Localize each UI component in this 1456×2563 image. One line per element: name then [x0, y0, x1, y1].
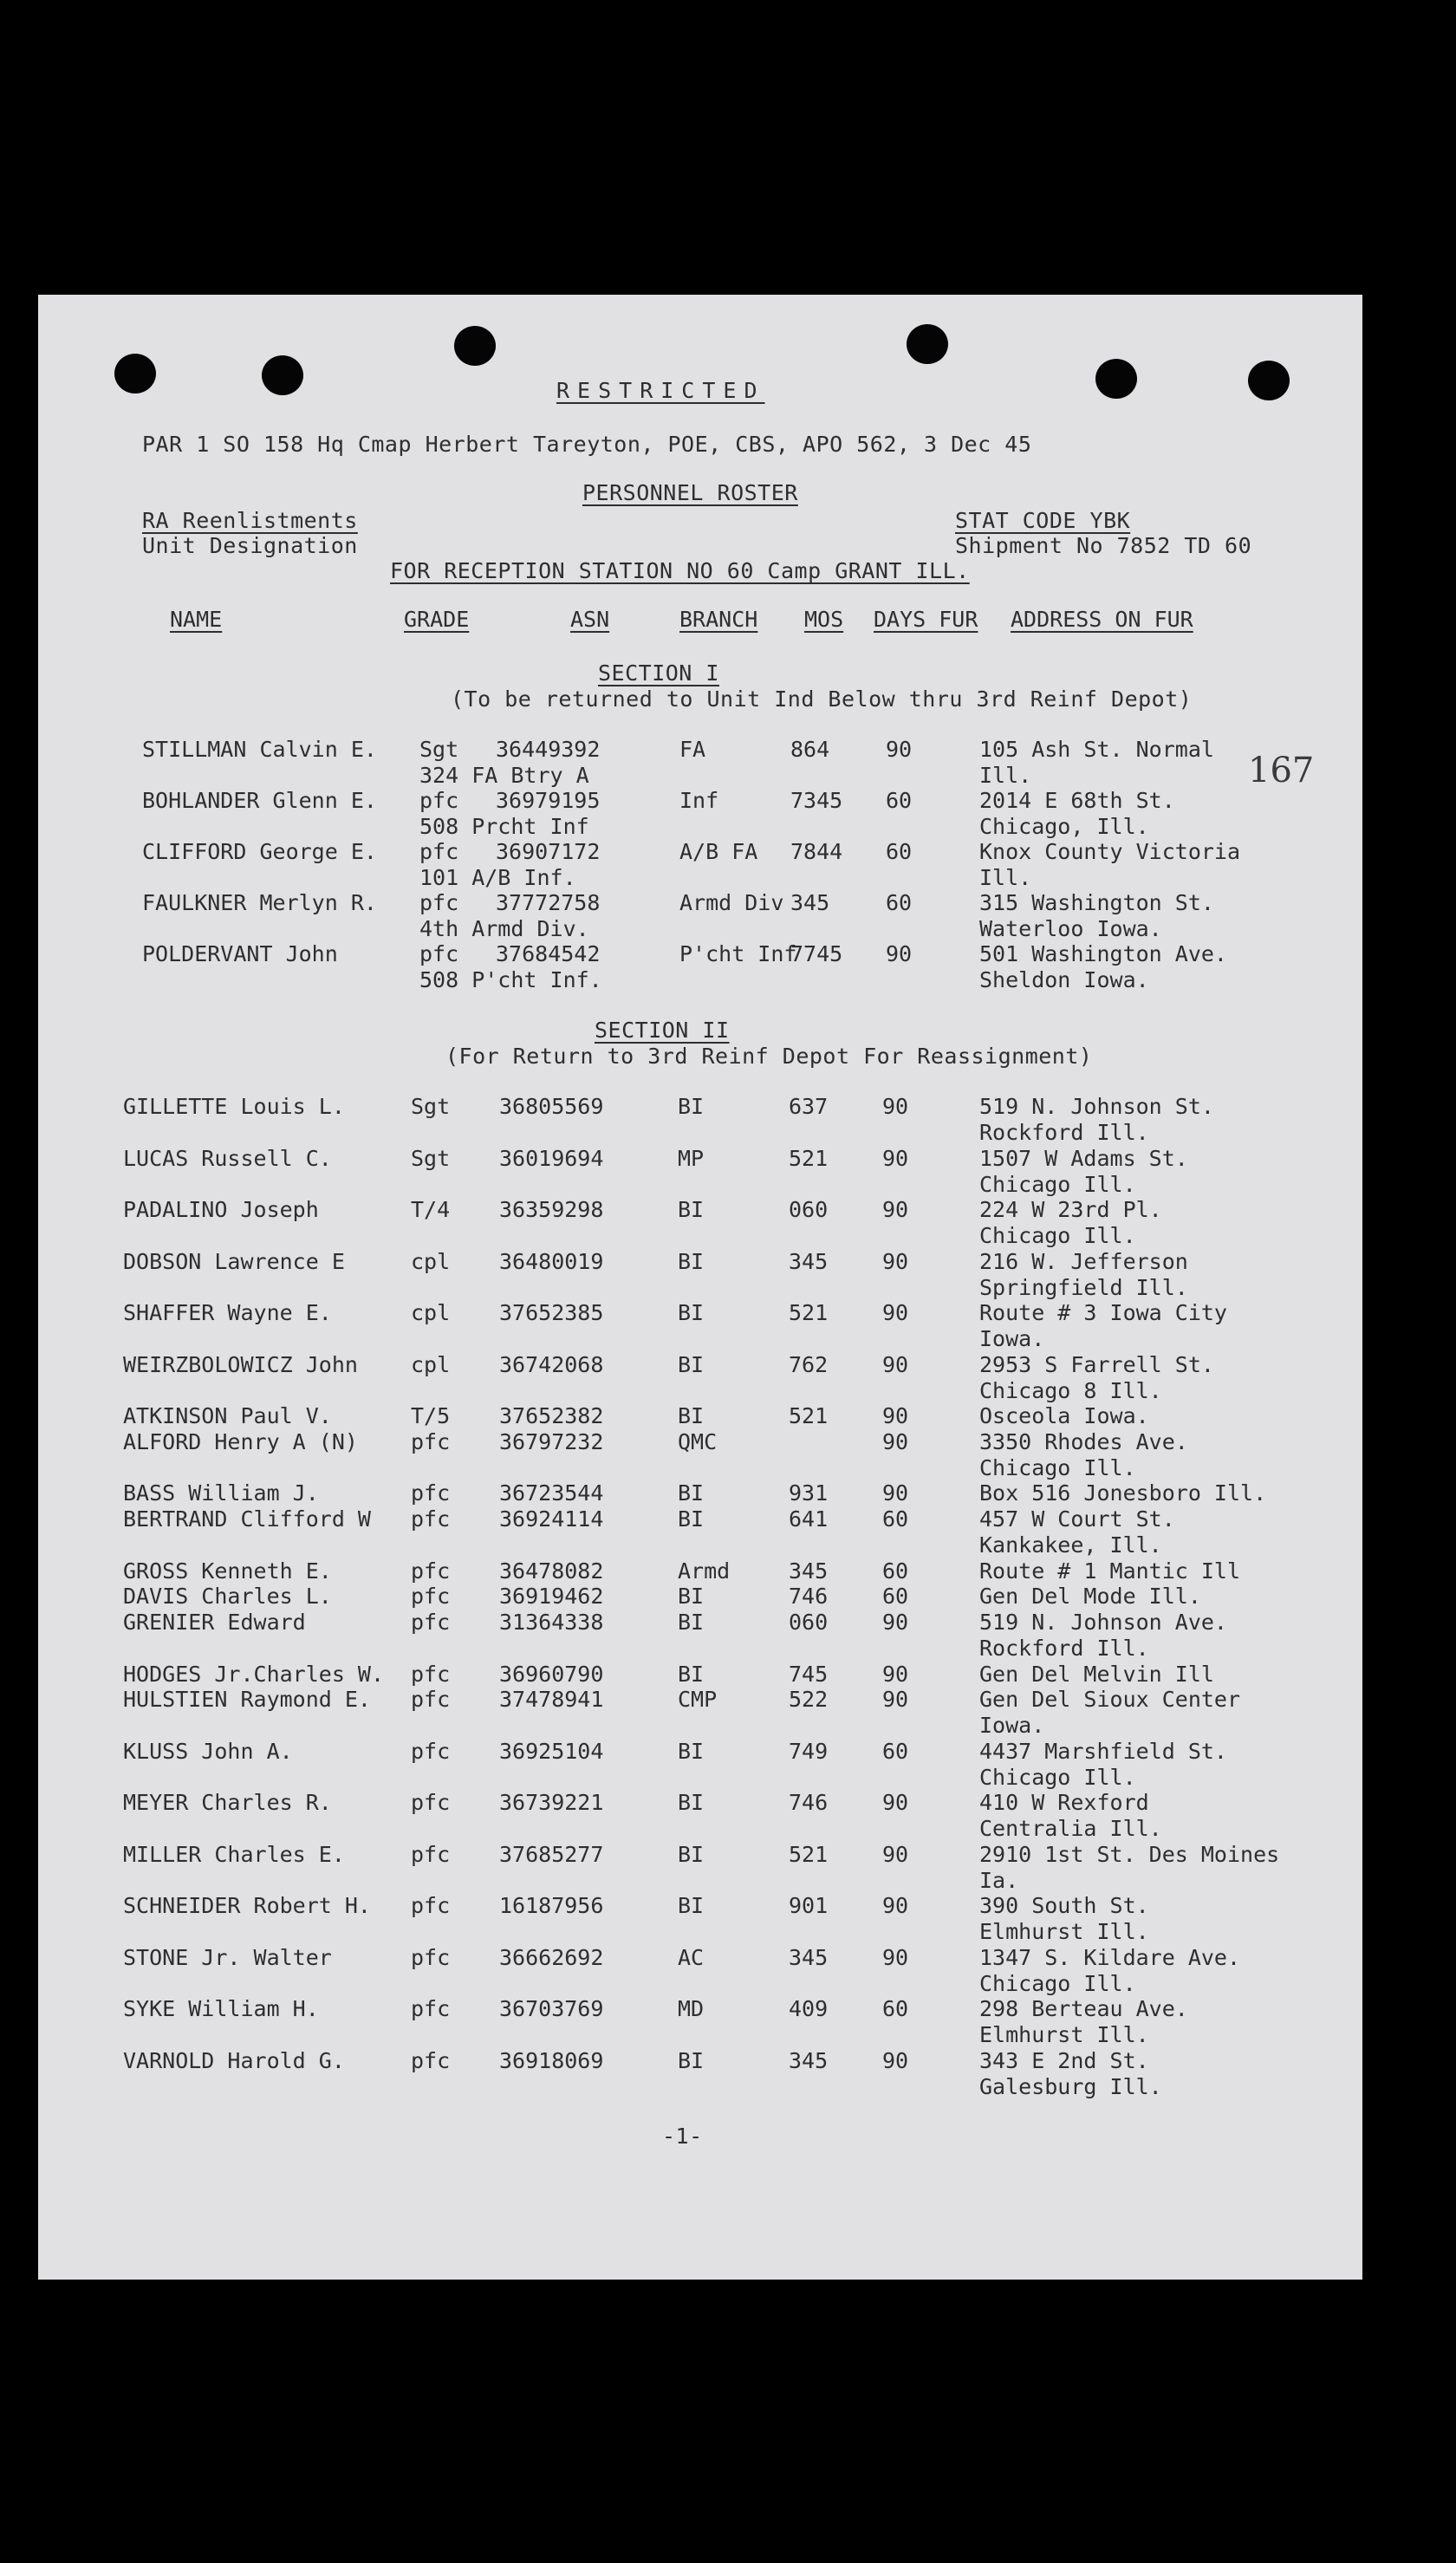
grade-cell: Sgt	[419, 737, 459, 762]
days-fur-cell: 90	[882, 1351, 909, 1377]
asn-cell: 36478082	[499, 1558, 604, 1584]
asn-cell: 36918069	[499, 2047, 604, 2073]
mos-cell: 521	[789, 1841, 829, 1867]
mos-cell: 864	[790, 737, 830, 762]
mos-cell: 345	[789, 1558, 829, 1584]
section-2-title: SECTION II	[595, 1018, 730, 1043]
days-fur-cell: 90	[886, 737, 913, 762]
section-1-title: SECTION I	[598, 660, 719, 686]
table-row	[38, 2048, 1362, 2100]
handwritten-number: 167	[1248, 751, 1315, 790]
grade-cell: Sgt	[411, 1145, 451, 1171]
address-line-1: Gen Del Sioux Center	[979, 1687, 1241, 1713]
grade-cell: pfc	[411, 1790, 451, 1816]
address-line-2: Chicago Ill.	[979, 1970, 1136, 1996]
table-row	[38, 1945, 1362, 1997]
soldier-name: DAVIS Charles L.	[123, 1584, 332, 1610]
punch-hole-icon	[1095, 359, 1137, 399]
table-row	[38, 1249, 1362, 1301]
mos-cell: 409	[789, 1996, 829, 2022]
grade-cell: pfc	[411, 1558, 451, 1584]
soldier-name: KLUSS John A.	[123, 1738, 293, 1764]
soldier-name: CLIFFORD George E.	[142, 839, 377, 864]
address-line-2: Chicago 8 Ill.	[979, 1377, 1162, 1403]
address-line-1: 216 W. Jefferson	[979, 1248, 1188, 1274]
section-2-subtitle: (For Return to 3rd Reinf Depot For Reassignment)	[445, 1044, 1093, 1069]
branch-cell: QMC	[678, 1428, 718, 1454]
asn-cell: 16187956	[499, 1893, 604, 1919]
punch-hole-icon	[262, 355, 303, 395]
soldier-name: BOHLANDER Glenn E.	[142, 788, 377, 813]
address-line-2: Centralia Ill.	[979, 1816, 1162, 1842]
days-fur-cell: 90	[882, 1944, 909, 1970]
punch-hole-icon	[907, 324, 948, 364]
days-fur-cell: 60	[882, 1584, 909, 1610]
asn-cell: 37652385	[499, 1300, 604, 1325]
address-line-1: 1347 S. Kildare Ave.	[979, 1944, 1241, 1970]
table-row	[38, 1610, 1362, 1662]
soldier-name: LUCAS Russell C.	[123, 1145, 332, 1171]
days-fur-cell: 90	[882, 1145, 909, 1171]
grade-cell: pfc	[411, 2047, 451, 2073]
asn-cell: 36449392	[496, 737, 601, 762]
address-line-2: Waterloo Iowa.	[979, 916, 1162, 941]
mos-cell: 345	[790, 890, 830, 915]
table-row	[38, 1300, 1362, 1352]
mos-cell: 931	[789, 1480, 829, 1506]
branch-cell: AC	[678, 1944, 705, 1970]
unit-designation-label: Unit Designation	[142, 533, 358, 558]
mos-cell: 060	[789, 1610, 829, 1635]
address-line-2: Chicago Ill.	[979, 1171, 1136, 1197]
soldier-name: VARNOLD Harold G.	[123, 2047, 345, 2073]
asn-cell: 37685277	[499, 1841, 604, 1867]
column-header-mos: MOS	[804, 607, 844, 632]
days-fur-cell: 90	[882, 1480, 909, 1506]
mos-cell: 7745	[790, 941, 843, 966]
asn-cell: 36919462	[499, 1584, 604, 1610]
branch-cell: Armd	[678, 1558, 731, 1584]
days-fur-cell: 60	[886, 839, 913, 864]
table-row	[38, 1893, 1362, 1945]
soldier-name: BERTRAND Clifford W	[123, 1506, 371, 1532]
column-header-address: ADDRESS ON FUR	[1011, 607, 1193, 632]
asn-cell: 36742068	[499, 1351, 604, 1377]
days-fur-cell: 90	[882, 1841, 909, 1867]
asn-cell: 36925104	[499, 1738, 604, 1764]
address-line-1: 315 Washington St.	[979, 890, 1214, 915]
grade-cell: T/5	[411, 1403, 451, 1428]
table-row	[38, 1739, 1362, 1791]
mos-cell: 749	[789, 1738, 829, 1764]
grade-cell: pfc	[411, 1480, 451, 1506]
page-number: -1-	[662, 2124, 703, 2149]
asn-cell: 37478941	[499, 1687, 604, 1713]
asn-cell: 36805569	[499, 1094, 604, 1119]
address-line-1: 2910 1st St. Des Moines	[979, 1841, 1280, 1867]
column-header-grade: GRADE	[404, 607, 470, 632]
address-line-1: 343 E 2nd St.	[979, 2047, 1149, 2073]
grade-cell: pfc	[419, 890, 459, 915]
punch-hole-icon	[114, 354, 156, 394]
order-line: PAR 1 SO 158 Hq Cmap Herbert Tareyton, POE, CBS, APO 562, 3 Dec 45	[142, 432, 1032, 457]
branch-cell: BI	[678, 1610, 705, 1635]
address-line-1: Gen Del Melvin Ill	[979, 1661, 1214, 1687]
mos-cell: 521	[789, 1145, 829, 1171]
table-row	[38, 941, 1362, 993]
asn-cell: 36480019	[499, 1248, 604, 1274]
address-line-2: Elmhurst Ill.	[979, 1919, 1149, 1945]
grade-cell: pfc	[411, 1661, 451, 1687]
asn-cell: 37772758	[496, 890, 601, 915]
soldier-name: SYKE William H.	[123, 1996, 319, 2022]
document-page	[38, 295, 1362, 2280]
table-row	[38, 1197, 1362, 1249]
branch-cell: BI	[678, 1584, 705, 1610]
days-fur-cell: 90	[882, 1300, 909, 1325]
address-line-2: Rockford Ill.	[979, 1636, 1149, 1661]
branch-cell: BI	[678, 2047, 705, 2073]
mos-cell: 060	[789, 1197, 829, 1222]
branch-cell: BI	[678, 1661, 705, 1687]
address-line-1: 390 South St.	[979, 1893, 1149, 1919]
branch-cell: MP	[678, 1145, 705, 1171]
soldier-name: GROSS Kenneth E.	[123, 1558, 332, 1584]
mos-cell: 345	[789, 1944, 829, 1970]
days-fur-cell: 60	[882, 1506, 909, 1532]
branch-cell: BI	[678, 1300, 705, 1325]
unit-cell: 4th Armd Div.	[419, 916, 589, 941]
branch-cell: BI	[678, 1197, 705, 1222]
grade-cell: cpl	[411, 1300, 451, 1325]
branch-cell: BI	[678, 1248, 705, 1274]
address-line-2: Ill.	[979, 763, 1032, 788]
column-header-name: NAME	[170, 607, 223, 632]
address-line-2: Ill.	[979, 865, 1032, 890]
address-line-1: 4437 Marshfield St.	[979, 1738, 1227, 1764]
roster-title: PERSONNEL ROSTER	[582, 480, 798, 505]
asn-cell: 37684542	[496, 941, 601, 966]
soldier-name: HODGES Jr.Charles W.	[123, 1661, 385, 1687]
address-line-1: 105 Ash St. Normal	[979, 737, 1214, 762]
soldier-name: SHAFFER Wayne E.	[123, 1300, 332, 1325]
grade-cell: pfc	[411, 1428, 451, 1454]
soldier-name: WEIRZBOLOWICZ John	[123, 1351, 358, 1377]
address-line-1: 501 Washington Ave.	[979, 941, 1227, 966]
address-line-2: Chicago Ill.	[979, 1223, 1136, 1248]
grade-cell: pfc	[411, 1506, 451, 1532]
address-line-1: Osceola Iowa.	[979, 1403, 1149, 1428]
branch-cell: BI	[678, 1403, 705, 1428]
address-line-1: 2014 E 68th St.	[979, 788, 1175, 813]
grade-cell: pfc	[411, 1687, 451, 1713]
branch-cell: BI	[678, 1841, 705, 1867]
shipment-number: Shipment No 7852 TD 60	[955, 533, 1252, 558]
soldier-name: SCHNEIDER Robert H.	[123, 1893, 371, 1919]
branch-cell: MD	[678, 1996, 705, 2022]
address-line-1: 410 W Rexford	[979, 1790, 1149, 1816]
branch-cell: BI	[678, 1790, 705, 1816]
grade-cell: pfc	[419, 788, 459, 813]
days-fur-cell: 90	[882, 1197, 909, 1222]
days-fur-cell: 90	[882, 2047, 909, 2073]
address-line-2: Chicago Ill.	[979, 1764, 1136, 1790]
unit-cell: 324 FA Btry A	[419, 763, 589, 788]
grade-cell: cpl	[411, 1351, 451, 1377]
asn-cell: 36019694	[499, 1145, 604, 1171]
restricted-heading: RESTRICTED	[556, 378, 765, 403]
grade-cell: cpl	[411, 1248, 451, 1274]
address-line-1: 224 W 23rd Pl.	[979, 1197, 1162, 1222]
days-fur-cell: 90	[882, 1893, 909, 1919]
address-line-1: Route # 1 Mantic Ill	[979, 1558, 1241, 1584]
grade-cell: Sgt	[411, 1094, 451, 1119]
table-row	[38, 839, 1362, 891]
days-fur-cell: 90	[882, 1248, 909, 1274]
branch-cell: BI	[678, 1506, 705, 1532]
soldier-name: BASS William J.	[123, 1480, 319, 1506]
column-header-asn: ASN	[570, 607, 610, 632]
branch-cell: Armd Div	[679, 890, 784, 915]
mos-cell: 7844	[790, 839, 843, 864]
soldier-name: ATKINSON Paul V.	[123, 1403, 332, 1428]
branch-cell: BI	[678, 1094, 705, 1119]
soldier-name: HULSTIEN Raymond E.	[123, 1687, 371, 1713]
mos-cell: 7345	[790, 788, 843, 813]
grade-cell: pfc	[411, 1944, 451, 1970]
address-line-1: 2953 S Farrell St.	[979, 1351, 1214, 1377]
days-fur-cell: 90	[882, 1403, 909, 1428]
days-fur-cell: 90	[882, 1094, 909, 1119]
grade-cell: pfc	[411, 1610, 451, 1635]
address-line-2: Sheldon Iowa.	[979, 967, 1149, 992]
asn-cell: 36739221	[499, 1790, 604, 1816]
mos-cell: 637	[789, 1094, 829, 1119]
reception-station-line: FOR RECEPTION STATION NO 60 Camp GRANT ILL.	[390, 558, 970, 583]
address-line-1: 457 W Court St.	[979, 1506, 1175, 1532]
table-row	[38, 1687, 1362, 1739]
column-header-days-fur: DAYS FUR	[874, 607, 978, 632]
table-row	[38, 1790, 1362, 1842]
table-row	[38, 1842, 1362, 1894]
table-row	[38, 1094, 1362, 1146]
grade-cell: pfc	[411, 1584, 451, 1610]
mos-cell: 345	[789, 1248, 829, 1274]
unit-cell: 508 P'cht Inf.	[419, 967, 602, 992]
address-line-2: Ia.	[979, 1867, 1019, 1893]
unit-cell: 508 Prcht Inf	[419, 814, 589, 839]
column-header-branch: BRANCH	[679, 607, 758, 632]
days-fur-cell: 60	[882, 1738, 909, 1764]
punch-hole-icon	[1248, 361, 1290, 400]
soldier-name: GRENIER Edward	[123, 1610, 306, 1635]
mos-cell: 345	[789, 2047, 829, 2073]
soldier-name: MEYER Charles R.	[123, 1790, 332, 1816]
days-fur-cell: 90	[882, 1610, 909, 1635]
address-line-2: Kankakee, Ill.	[979, 1532, 1162, 1558]
address-line-2: Chicago Ill.	[979, 1454, 1136, 1480]
stat-code: STAT CODE YBK	[955, 508, 1131, 533]
soldier-name: DOBSON Lawrence E	[123, 1248, 345, 1274]
branch-cell: FA	[679, 737, 706, 762]
soldier-name: ALFORD Henry A (N)	[123, 1428, 358, 1454]
asn-cell: 36960790	[499, 1661, 604, 1687]
address-line-2: Elmhurst Ill.	[979, 2022, 1149, 2048]
grade-cell: T/4	[411, 1197, 451, 1222]
mos-cell: 641	[789, 1506, 829, 1532]
soldier-name: POLDERVANT John	[142, 941, 338, 966]
address-line-1: 519 N. Johnson Ave.	[979, 1610, 1227, 1635]
address-line-2: Springfield Ill.	[979, 1274, 1188, 1300]
days-fur-cell: 60	[886, 788, 913, 813]
grade-cell: pfc	[411, 1738, 451, 1764]
branch-cell: Inf	[679, 788, 719, 813]
asn-cell: 36979195	[496, 788, 601, 813]
asn-cell: 36703769	[499, 1996, 604, 2022]
table-row	[38, 1506, 1362, 1558]
asn-cell: 36797232	[499, 1428, 604, 1454]
days-fur-cell: 90	[882, 1790, 909, 1816]
unit-label: RA Reenlistments	[142, 508, 358, 533]
address-line-1: 1507 W Adams St.	[979, 1145, 1188, 1171]
asn-cell: 36359298	[499, 1197, 604, 1222]
grade-cell: pfc	[419, 941, 459, 966]
address-line-2: Chicago, Ill.	[979, 814, 1149, 839]
days-fur-cell: 90	[882, 1687, 909, 1713]
address-line-1: 3350 Rhodes Ave.	[979, 1428, 1188, 1454]
branch-cell: BI	[678, 1893, 705, 1919]
days-fur-cell: 60	[882, 1558, 909, 1584]
mos-cell: 521	[789, 1300, 829, 1325]
soldier-name: STONE Jr. Walter	[123, 1944, 332, 1970]
grade-cell: pfc	[411, 1893, 451, 1919]
soldier-name: STILLMAN Calvin E.	[142, 737, 377, 762]
address-line-1: 519 N. Johnson St.	[979, 1094, 1214, 1119]
branch-cell: P'cht Inf	[679, 941, 797, 966]
branch-cell: BI	[678, 1738, 705, 1764]
section-1-subtitle: (To be returned to Unit Ind Below thru 3rd Reinf Depot)	[451, 686, 1193, 712]
asn-cell: 36924114	[499, 1506, 604, 1532]
days-fur-cell: 90	[886, 941, 913, 966]
days-fur-cell: 60	[882, 1996, 909, 2022]
address-line-1: 298 Berteau Ave.	[979, 1996, 1188, 2022]
mos-cell: 746	[789, 1584, 829, 1610]
soldier-name: FAULKNER Merlyn R.	[142, 890, 377, 915]
address-line-2: Iowa.	[979, 1326, 1045, 1351]
table-row	[38, 737, 1362, 789]
branch-cell: BI	[678, 1351, 705, 1377]
asn-cell: 36907172	[496, 839, 601, 864]
address-line-2: Galesburg Ill.	[979, 2073, 1162, 2099]
asn-cell: 31364338	[499, 1610, 604, 1635]
mos-cell: 521	[789, 1403, 829, 1428]
asn-cell: 37652382	[499, 1403, 604, 1428]
soldier-name: MILLER Charles E.	[123, 1841, 345, 1867]
address-line-1: Knox County Victoria	[979, 839, 1241, 864]
address-line-2: Iowa.	[979, 1713, 1045, 1739]
address-line-1: Box 516 Jonesboro Ill.	[979, 1480, 1267, 1506]
grade-cell: pfc	[411, 1996, 451, 2022]
mos-cell: 901	[789, 1893, 829, 1919]
address-line-2: Rockford Ill.	[979, 1120, 1149, 1145]
table-row	[38, 1429, 1362, 1481]
branch-cell: BI	[678, 1480, 705, 1506]
address-line-1: Route # 3 Iowa City	[979, 1300, 1227, 1325]
asn-cell: 36723544	[499, 1480, 604, 1506]
grade-cell: pfc	[411, 1841, 451, 1867]
grade-cell: pfc	[419, 839, 459, 864]
table-row	[38, 1146, 1362, 1198]
mos-cell: 745	[789, 1661, 829, 1687]
table-row	[38, 1352, 1362, 1404]
unit-cell: 101 A/B Inf.	[419, 865, 576, 890]
asn-cell: 36662692	[499, 1944, 604, 1970]
table-row	[38, 890, 1362, 942]
branch-cell: A/B FA	[679, 839, 758, 864]
days-fur-cell: 90	[882, 1428, 909, 1454]
soldier-name: PADALINO Joseph	[123, 1197, 319, 1222]
table-row	[38, 788, 1362, 840]
punch-hole-icon	[454, 326, 496, 366]
mos-cell: 762	[789, 1351, 829, 1377]
branch-cell: CMP	[678, 1687, 718, 1713]
days-fur-cell: 60	[886, 890, 913, 915]
mos-cell: 522	[789, 1687, 829, 1713]
soldier-name: GILLETTE Louis L.	[123, 1094, 345, 1119]
table-row	[38, 1996, 1362, 2048]
days-fur-cell: 90	[882, 1661, 909, 1687]
address-line-1: Gen Del Mode Ill.	[979, 1584, 1201, 1610]
mos-cell: 746	[789, 1790, 829, 1816]
